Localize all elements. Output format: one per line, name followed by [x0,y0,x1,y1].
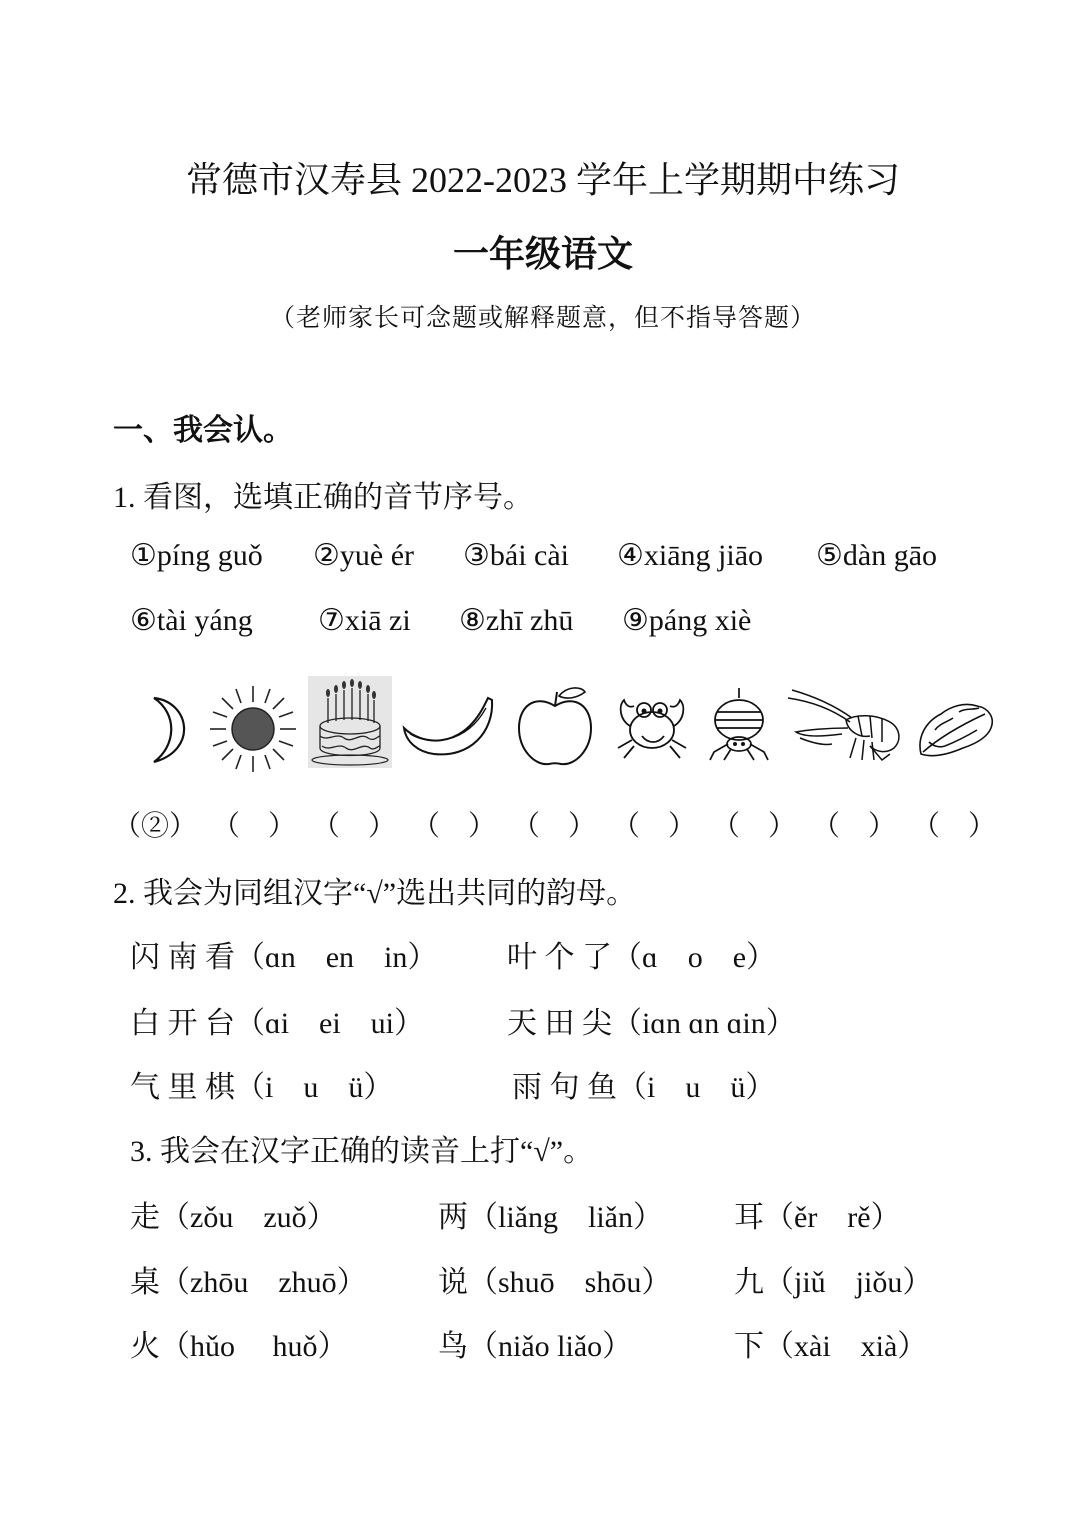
option-5: ⑤dàn gāo [816,539,938,572]
q2-item[interactable]: 雨 句 鱼（i u ü） [512,1071,776,1104]
option-1: ①píng guǒ [130,539,263,572]
option-3: ③bái cài [463,539,570,572]
shrimp-icon [786,688,906,764]
cabbage-icon [915,698,997,760]
q3-item[interactable]: 下（xài xià） [734,1330,928,1363]
page-title: 常德市汉寿县 2022-2023 学年上学期期中练习 [186,160,900,200]
apple-icon [515,684,595,768]
banana-icon [400,692,496,762]
answer-blank-8[interactable]: （ ） [812,811,897,842]
q3-item[interactable]: 桌（zhōu zhuō） [130,1266,367,1299]
question-3-prompt: 3. 我会在汉字正确的读音上打“√”。 [130,1135,594,1168]
answer-blank-3[interactable]: （ ） [312,811,397,842]
q2-item[interactable]: 天 田 尖（iɑn ɑn ɑin） [507,1007,796,1040]
answer-blank-4[interactable]: （ ） [412,811,497,842]
question-1-prompt: 1. 看图，选填正确的音节序号。 [113,481,533,514]
sun-icon [208,684,298,774]
q3-item[interactable]: 鸟（niǎo liǎo） [438,1330,633,1363]
answer-blank-6[interactable]: （ ） [612,811,697,842]
option-9: ⑨páng xiè [622,604,752,637]
q3-item[interactable]: 耳（ěr rě） [734,1201,901,1234]
spider-icon [704,686,774,762]
q2-item[interactable]: 闪 南 看（ɑn en in） [130,941,438,974]
question-2-prompt: 2. 我会为同组汉字“√”选出共同的韵母。 [113,877,637,910]
page-subtitle: 一年级语文 [452,234,633,274]
option-8: ⑧zhī zhū [459,604,574,637]
answer-blank-1[interactable]: （②） [113,811,198,842]
q3-item[interactable]: 九（jiǔ jiǒu） [734,1266,933,1299]
answer-blank-5[interactable]: （ ） [512,811,597,842]
option-7: ⑦xiā zi [318,604,411,637]
option-4: ④xiāng jiāo [617,539,764,572]
answer-blank-2[interactable]: （ ） [212,811,297,842]
q3-item[interactable]: 火（hǔo huǒ） [130,1330,348,1363]
q3-item[interactable]: 两（liǎng liǎn） [438,1201,663,1234]
instruction-note: （老师家长可念题或解释题意，但不指导答题） [269,305,816,332]
answer-blank-7[interactable]: （ ） [712,811,797,842]
cake-icon [308,676,392,768]
option-2: ②yuè ér [313,539,415,572]
q2-item[interactable]: 白 开 台（ɑi ei ui） [130,1007,425,1040]
moon-icon [140,690,200,770]
section-heading: 一、我会认。 [113,414,293,447]
answer-blank-9[interactable]: （ ） [912,811,997,842]
crab-icon [612,690,692,762]
option-6: ⑥tài yáng [130,604,253,637]
q2-item[interactable]: 叶 个 了（ɑ o e） [507,941,777,974]
q3-item[interactable]: 走（zǒu zuǒ） [130,1201,337,1234]
q2-item[interactable]: 气 里 棋（i u ü） [130,1071,394,1104]
q3-item[interactable]: 说（shuō shōu） [438,1266,672,1299]
